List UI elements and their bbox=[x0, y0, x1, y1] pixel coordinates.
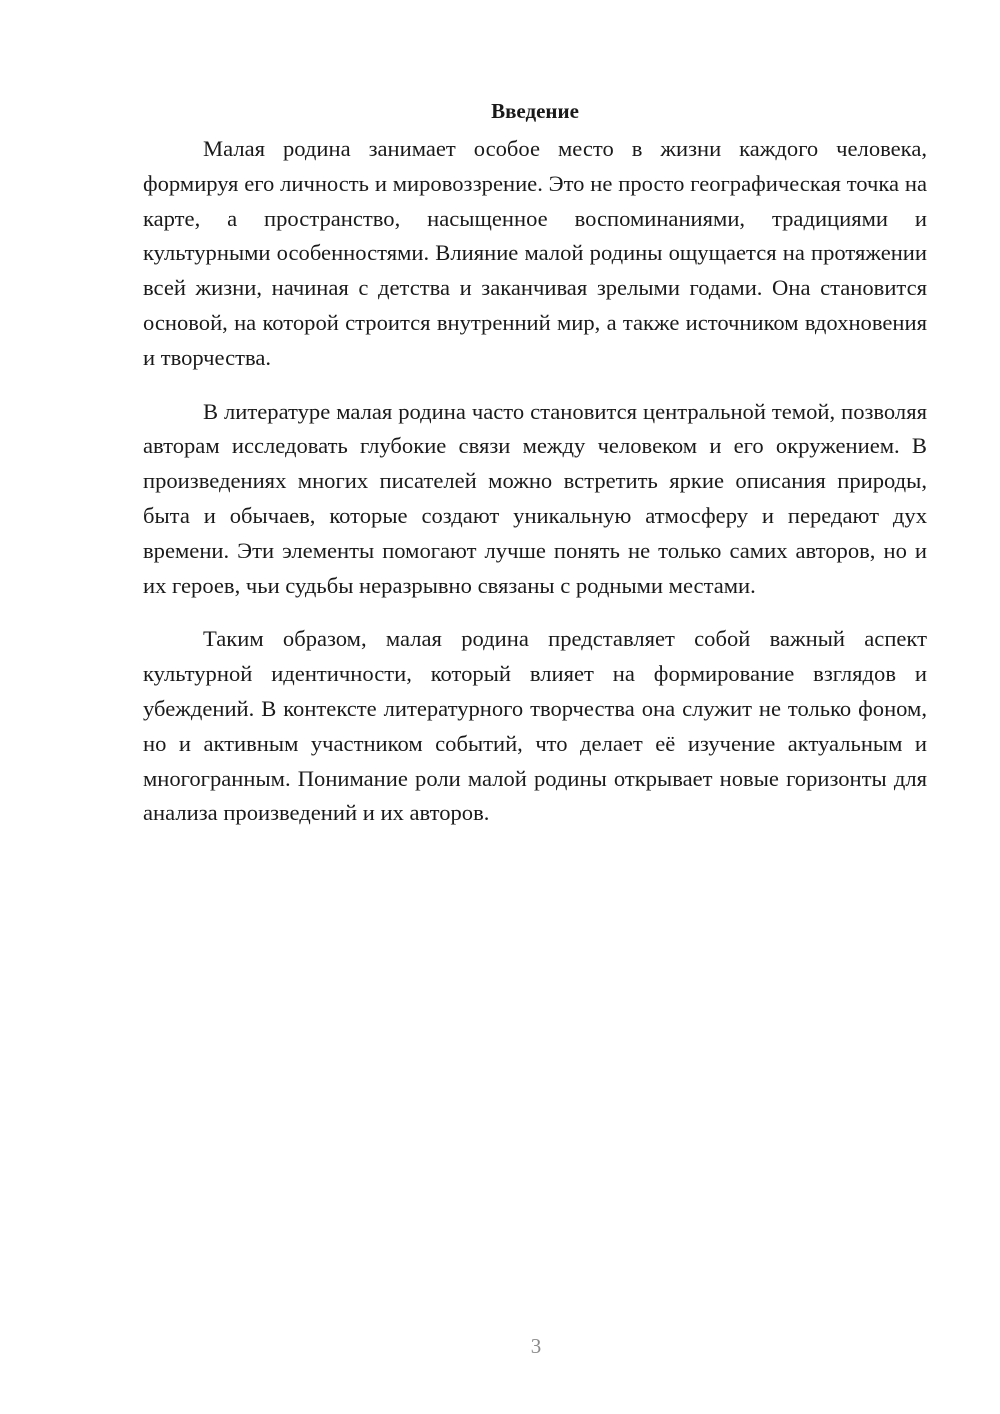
page-number: 3 bbox=[530, 1334, 542, 1358]
paragraph-1: Малая родина занимает особое место в жизни каждого человека, формируя его личность и мировоззрение. Это не просто географическая точка на карте, а пространство, насыщенное воспоминаниями, традициями и культурными особенностями. Влияние малой родины ощущается на протяжении всей жизни, начиная с детства и заканчивая зрелыми годами. Она становится основой, на которой строится внутренний мир, а также источником вдохновения и творчества. bbox=[143, 136, 927, 370]
paragraph-2: В литературе малая родина часто становится центральной темой, позволяя авторам исследовать глубокие связи между человеком и его окружением. В произведениях многих писателей можно встретить яркие описания природы, быта и обычаев, которые создают уникальную атмосферу и передают дух времени. Эти элементы помогают лучше понять не только самих авторов, но и их героев, чьи судьбы неразрывно связаны с родными местами. bbox=[143, 398, 927, 598]
paragraph-3: Таким образом, малая родина представляет собой важный аспект культурной идентичности, который влияет на формирование взглядов и убеждений. В контексте литературного творчества она служит не только фоном, но и активным участником событий, что делает её изучение актуальным и многогранным. Понимание роли малой родины открывает новые горизонты для анализа произведений и их авторов. bbox=[143, 626, 927, 826]
page-content bbox=[143, 96, 927, 850]
section-title: Введение bbox=[491, 99, 579, 123]
